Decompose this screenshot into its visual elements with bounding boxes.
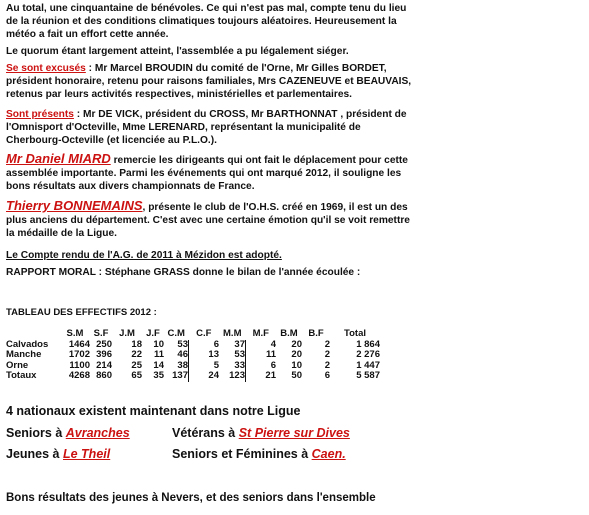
national-seniors-place: Avranches (65, 426, 130, 440)
table-header-blank (6, 329, 60, 340)
excuses-line-3: retenus par leurs activités respectives, ministérielles et parlementaires. (6, 89, 352, 100)
table-cell: 4268 (68, 370, 90, 381)
table-cell: 10 (153, 338, 164, 350)
table-cell: 11 (246, 350, 277, 361)
miard-name: Mr Daniel MIARD (6, 151, 111, 166)
table-cell: 2 276 (356, 349, 380, 360)
excuses-text-1: : Mr Marcel BROUDIN du comité de l'Orne, Mr Gilles BORDET, (85, 63, 387, 74)
table-cell: 137 (172, 370, 188, 381)
table-cell: 11 (153, 349, 164, 360)
rapport-moral-line: RAPPORT MORAL : Stéphane GRASS donne le bilan de l'année écoulée : (6, 267, 361, 278)
excuses-paragraph (6, 62, 576, 101)
intro-paragraph (6, 2, 576, 41)
table-cell: 2 (324, 349, 330, 360)
table-header-cell: S.M (66, 328, 84, 339)
table-cell: 50 (291, 370, 302, 381)
table-header-cell: M.M (223, 328, 242, 339)
table-row-label: Totaux (6, 370, 37, 381)
table-header-cell: C.M (167, 328, 185, 339)
table-header-cell: C.F (196, 328, 212, 339)
excuses-line-1 (6, 62, 576, 75)
table-cell: 6 (246, 361, 277, 372)
table-header-cell: B.F (308, 328, 324, 339)
nevers-line: Bons résultats des jeunes à Nevers, et des seniors dans l'ensemble (6, 492, 376, 504)
table-header-cell: J.F (146, 328, 160, 339)
table-header-cell: S.F (93, 328, 109, 339)
table-cell: 22 (131, 349, 142, 360)
presents-label: Sont présents (6, 109, 74, 120)
national-veterans-label: Vétérans à (172, 426, 239, 440)
table-cell: 53 (234, 349, 245, 360)
table-cell: 5 (189, 361, 220, 372)
table-cell: 20 (291, 338, 302, 350)
table-cell: 860 (96, 370, 112, 381)
table-cell: 46 (177, 349, 188, 360)
national-seniors-feminines (172, 447, 346, 462)
excuses-label: Se sont excusés (6, 63, 86, 74)
excuses-line-2: président honoraire, retenu pour raisons familiales, Mrs CAZENEUVE et BEAUVAIS, (6, 76, 412, 87)
national-seniors-label: Seniors à (6, 426, 66, 440)
miard-paragraph (6, 152, 576, 193)
table-cell: 123 (229, 370, 245, 381)
national-jeunes (6, 447, 110, 462)
table-cell: 2 (324, 359, 330, 371)
nationaux-title: 4 nationaux existent maintenant dans notre Ligue (6, 404, 301, 418)
bonnemains-line-1 (6, 199, 576, 214)
bonnemains-line-3: la médaille de la Ligue. (6, 228, 117, 239)
table-cell: 1464 (68, 338, 90, 350)
national-jeunes-place: Le Theil (62, 447, 111, 461)
table-header-cell: B.M (280, 328, 298, 339)
national-sf-place: Caen. (311, 447, 346, 461)
table-row-label: Calvados (6, 338, 49, 350)
intro-line-1: Au total, une cinquantaine de bénévoles. Ce qui n'est pas mal, compte tenu du lieu (6, 3, 407, 14)
table-row (6, 361, 380, 372)
miard-line-2: assemblée importante. Parmi les événements qui ont marqué 2012, il souligne les (6, 168, 402, 179)
national-seniors (6, 426, 130, 441)
table-cell: 5 587 (356, 370, 380, 381)
bonnemains-text-1: , présente le club de l'O.H.S. créé en 1969, il est un des (142, 202, 408, 213)
miard-text-1: remercie les dirigeants qui ont fait le déplacement pour cette (110, 155, 408, 166)
compte-rendu-line: Le Compte rendu de l'A.G. de 2011 à Mézidon est adopté. (6, 250, 282, 261)
table-row (6, 340, 380, 351)
table-cell: 35 (153, 370, 164, 381)
table-cell: 53 (177, 338, 188, 350)
national-jeunes-label: Jeunes à (6, 447, 63, 461)
table-cell: 13 (189, 350, 220, 361)
table-header-row (6, 329, 380, 340)
intro-line-3: météo a fait un effort cette année. (6, 29, 169, 40)
table-cell: 20 (291, 349, 302, 360)
table-header-cell: M.F (252, 328, 269, 339)
table-row (6, 350, 380, 361)
presents-line-1 (6, 108, 576, 121)
presents-text-1: : Mr DE VICK, président du CROSS, Mr BARTHONNAT , président de (73, 109, 407, 120)
table-cell: 25 (131, 359, 142, 371)
table-cell: 24 (189, 371, 220, 382)
table-cell: 65 (131, 370, 142, 381)
tableau-title: TABLEAU DES EFFECTIFS 2012 : (6, 307, 157, 318)
table-cell: 21 (246, 371, 277, 382)
table-cell: 1 864 (356, 338, 380, 350)
miard-line-1 (6, 152, 576, 167)
table-cell: 38 (177, 359, 188, 371)
table-cell: 396 (96, 349, 112, 360)
table-header-cell: J.M (119, 328, 135, 339)
table-cell: 214 (96, 359, 112, 371)
effectifs-table (6, 329, 380, 382)
table-cell: 4 (246, 340, 277, 351)
quorum-paragraph: Le quorum étant largement atteint, l'assemblée a pu légalement siéger. (6, 46, 349, 57)
table-header-cell: Total (344, 328, 366, 339)
table-cell: 1 447 (356, 359, 380, 371)
table-cell: 250 (96, 338, 112, 350)
national-veterans-place: St Pierre sur Dives (238, 426, 350, 440)
presents-line-2: l'Omnisport d'Octeville, Mme LERENARD, représentant la municipalité de (6, 122, 361, 133)
table-cell: 2 (324, 338, 330, 350)
table-cell: 14 (153, 359, 164, 371)
table-cell: 18 (131, 338, 142, 350)
table-cell: 10 (291, 359, 302, 371)
bonnemains-paragraph (6, 199, 576, 240)
table-row (6, 371, 380, 382)
table-cell: 37 (234, 338, 245, 350)
table-cell: 33 (234, 359, 245, 371)
national-sf-label: Seniors et Féminines à (172, 447, 312, 461)
table-row-label: Manche (6, 349, 42, 360)
presents-line-3: Cherbourg-Octeville (et licenciée au P.L.O.). (6, 135, 217, 146)
intro-line-2: de la réunion et des conditions climatiques toujours aléatoires. Heureusement la (6, 16, 397, 27)
table-cell: 6 (189, 340, 220, 351)
bonnemains-name: Thierry BONNEMAINS (6, 198, 143, 213)
table-cell: 6 (324, 370, 330, 381)
table-cell: 1100 (69, 359, 90, 371)
table-row-label: Orne (6, 359, 29, 371)
presents-paragraph (6, 108, 576, 147)
national-veterans (172, 426, 350, 441)
bonnemains-line-2: plus anciens du département. C'est avec une certaine émotion qu'il se voit remettre (6, 215, 410, 226)
table-cell: 1702 (68, 349, 90, 360)
miard-line-3: bons résultats aux divers championnats de France. (6, 181, 255, 192)
